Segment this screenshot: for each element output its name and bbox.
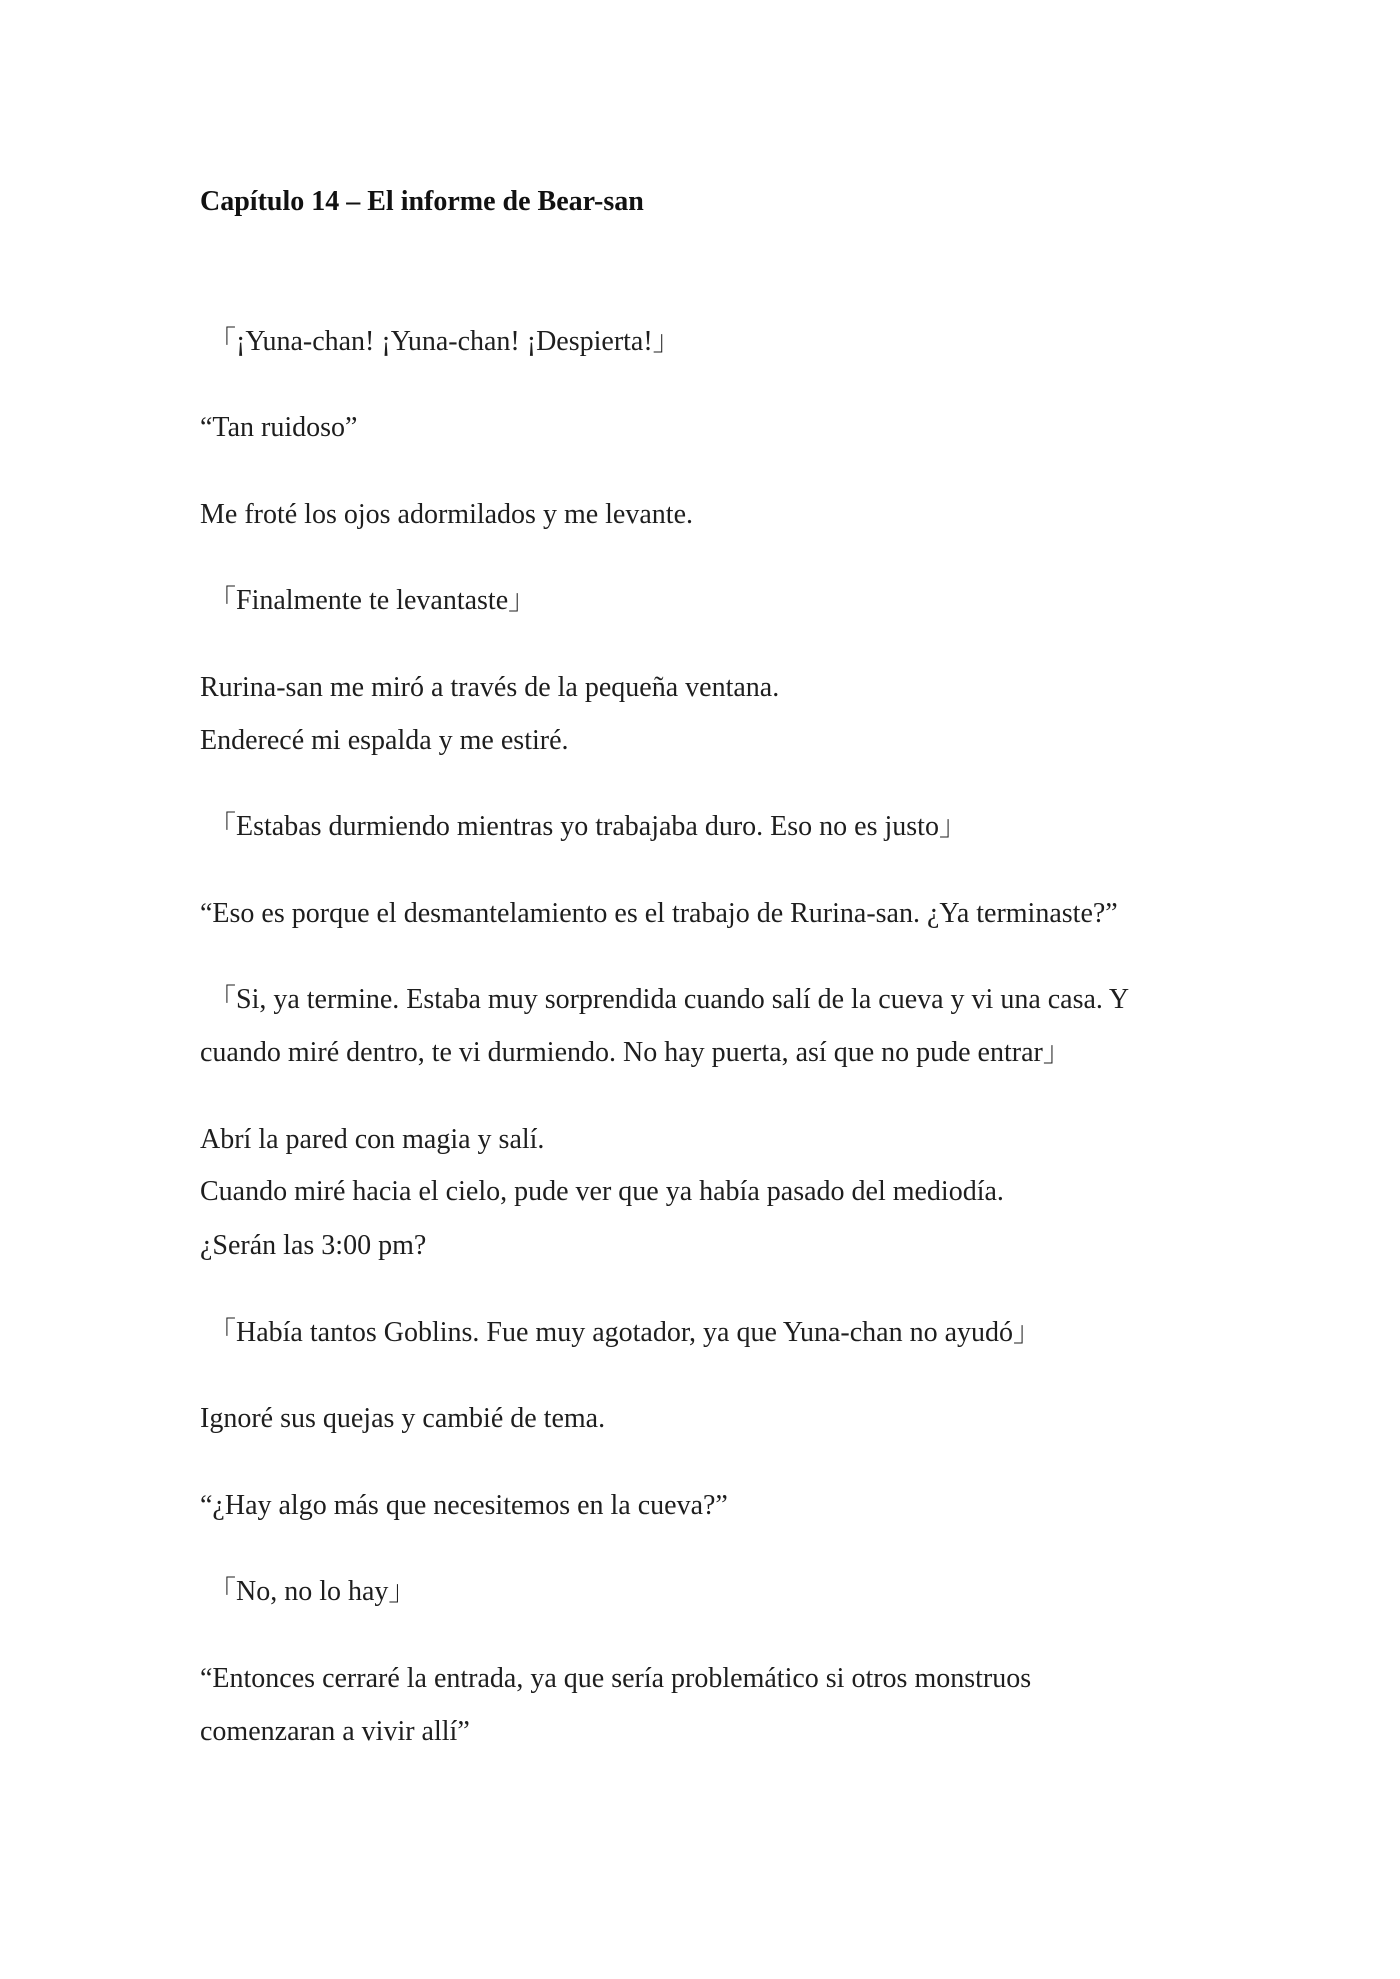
chapter-title: Capítulo 14 – El informe de Bear-san — [200, 186, 644, 217]
text-line: “¿Hay algo más que necesitemos en la cueva?” — [200, 1490, 728, 1521]
text-line: 「Estabas durmiendo mientras yo trabajaba duro. Eso no es justo」 — [208, 811, 967, 842]
text-line: Ignoré sus quejas y cambié de tema. — [200, 1403, 606, 1434]
text-line: Me froté los ojos adormilados y me levante. — [200, 499, 693, 530]
text-line: 「Finalmente te levantaste」 — [208, 585, 537, 616]
text-line: “Tan ruidoso” — [200, 412, 358, 443]
text-line: Cuando miré hacia el cielo, pude ver que ya había pasado del mediodía. — [200, 1176, 1004, 1207]
text-line: ¿Serán las 3:00 pm? — [200, 1230, 427, 1261]
text-line: Enderecé mi espalda y me estiré. — [200, 725, 569, 756]
text-line: comenzaran a vivir allí” — [200, 1716, 470, 1747]
text-line: 「No, no lo hay」 — [208, 1576, 417, 1607]
text-line: “Entonces cerraré la entrada, ya que sería problemático si otros monstruos — [200, 1663, 1032, 1694]
text-line: Rurina-san me miró a través de la pequeña ventana. — [200, 672, 780, 703]
text-line: Abrí la pared con magia y salí. — [200, 1124, 545, 1155]
text-line: “Eso es porque el desmantelamiento es el trabajo de Rurina-san. ¿Ya terminaste?” — [200, 898, 1118, 929]
text-line: 「¡Yuna-chan! ¡Yuna-chan! ¡Despierta!」 — [208, 326, 681, 357]
text-line: cuando miré dentro, te vi durmiendo. No hay puerta, así que no pude entrar」 — [200, 1037, 1071, 1068]
text-line: 「Si, ya termine. Estaba muy sorprendida cuando salí de la cueva y vi una casa. Y — [208, 984, 1130, 1015]
text-line: 「Había tantos Goblins. Fue muy agotador, ya que Yuna-chan no ayudó」 — [208, 1317, 1042, 1348]
